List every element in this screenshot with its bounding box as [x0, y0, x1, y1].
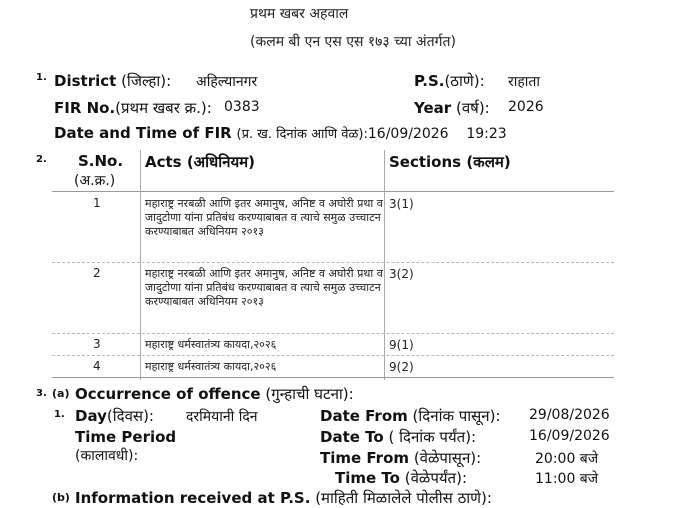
table-row-2-act: महाराष्ट्र नरबळी आणि इतर अमानुष, अनिष्ट व अघोरी प्रथा व जादुटोणा यांना प्रतिबंध करण्याबाबत व त्याचे समुळ उच्चाटन करण्याबाबत अधिनियम २०१३ [145, 267, 383, 308]
ps-label [414, 71, 485, 91]
table-row-divider [52, 333, 614, 334]
date-from-label-mr: (दिनांक पासून): [412, 407, 501, 425]
col-acts-header-text: Acts (अधिनियम) [145, 153, 255, 171]
year-label [414, 98, 490, 118]
datetime-value: 16/09/2026 19:23 [367, 126, 507, 142]
table-row-4-section: 9(2) [389, 360, 414, 374]
table-row-4-act: महाराष्ट्र धर्मस्वातंत्र्य कायदा,२०२६ [145, 360, 277, 373]
table-row-divider [52, 355, 614, 356]
time-from-value: 20:00 बजे [535, 451, 599, 467]
occurrence-label [75, 384, 354, 404]
table-row-3-act: महाराष्ट्र धर्मस्वातंत्र्य कायदा,२०२६ [145, 338, 277, 351]
section-1-number: 1. [36, 72, 47, 83]
time-period-label-mr: (कालावधी): [75, 448, 139, 464]
district-label-mr: (जिल्हा): [121, 72, 172, 90]
fir-value: 0383 [224, 99, 260, 115]
date-to-label-mr: ( दिनांक पर्यंत): [388, 428, 477, 446]
fir-label-mr: (प्रथम खबर क्र.): [115, 99, 212, 117]
info-received-label-mr: (माहिती मिळालेले पोलीस ठाणे): [315, 489, 492, 507]
section-2-number: 2. [36, 154, 47, 165]
date-to-label-en: Date To [320, 428, 384, 446]
info-received-label [75, 488, 492, 508]
item-1-number: 1. [54, 409, 65, 420]
fir-label-en: FIR No. [54, 99, 116, 117]
table-row-1-act: महाराष्ट्र नरबळी आणि इतर अमानुष, अनिष्ट व अघोरी प्रथा व जादुटोणा यांना प्रतिबंध करण्याबाबत व त्याचे समुळ उच्चाटन करण्याबाबत अधिनियम २०१३ [145, 197, 383, 238]
table-row-3-section: 9(1) [389, 338, 414, 352]
table-row-2-section: 3(2) [389, 267, 414, 281]
datetime-label [54, 124, 507, 142]
ps-label-en: P.S. [414, 72, 445, 90]
occurrence-label-en: Occurrence of offence [75, 385, 261, 403]
occurrence-label-mr: (गुन्हाची घटना): [265, 385, 354, 403]
table-row-3-sno: 3 [93, 337, 101, 351]
section-3-sub-b: (b) [52, 491, 70, 504]
day-label-mr: (दिवस): [106, 407, 154, 425]
col-sno-header: S.No. [78, 152, 124, 170]
table-row-1-sno: 1 [93, 196, 101, 210]
table-column-divider [140, 150, 141, 380]
date-from-label [320, 406, 501, 426]
time-to-label-en: Time To [335, 469, 400, 487]
time-from-label-en: Time From [320, 449, 410, 467]
district-value: अहिल्यानगर [196, 74, 258, 90]
time-from-label [320, 448, 481, 468]
year-label-en: Year [414, 99, 452, 117]
section-3-sub-a: (a) [52, 387, 70, 400]
datetime-label-mr: (प्र. ख. दिनांक आणि वेळ): [236, 127, 368, 142]
col-sections-header [389, 152, 511, 172]
date-from-label-en: Date From [320, 407, 408, 425]
document-subtitle: (कलम बी एन एस एस १७३ च्या अंतर्गत) [250, 34, 456, 50]
date-from-value: 29/08/2026 [529, 407, 610, 423]
table-column-divider [384, 150, 385, 380]
section-3-number: 3. [36, 388, 47, 399]
col-acts-header [145, 152, 255, 172]
day-label-en: Day [75, 407, 107, 425]
info-received-label-en: Information received at P.S. [75, 489, 311, 507]
ps-value: राहाता [508, 74, 541, 90]
fir-label [54, 98, 212, 118]
time-from-label-mr: (वेळेपासून): [413, 449, 482, 467]
year-value: 2026 [508, 99, 544, 115]
date-to-label [320, 427, 476, 447]
day-label [75, 406, 154, 426]
time-to-value: 11:00 बजे [535, 471, 599, 487]
table-row-1-section: 3(1) [389, 197, 414, 211]
district-label-en: District [54, 72, 117, 90]
year-label-mr: (वर्ष): [455, 99, 490, 117]
time-period-label: Time Period [75, 428, 177, 446]
ps-label-mr: (ठाणे): [444, 72, 485, 90]
datetime-label-en: Date and Time of FIR [54, 124, 232, 142]
col-sno-header-mr: (अ.क्र.) [74, 173, 116, 189]
table-row-divider [52, 262, 614, 263]
district-label [54, 71, 171, 91]
document-title: प्रथम खबर अहवाल [250, 6, 349, 22]
table-bottom-border [52, 377, 614, 378]
time-to-label-mr: (वेळेपर्यंत): [404, 469, 468, 487]
date-to-value: 16/09/2026 [529, 428, 610, 444]
table-row-4-sno: 4 [93, 359, 101, 373]
day-value: दरमियानी दिन [186, 409, 258, 425]
col-sections-header-text: Sections (कलम) [389, 153, 511, 171]
table-divider [52, 191, 614, 192]
time-to-label [335, 468, 467, 488]
table-row-2-sno: 2 [93, 266, 101, 280]
